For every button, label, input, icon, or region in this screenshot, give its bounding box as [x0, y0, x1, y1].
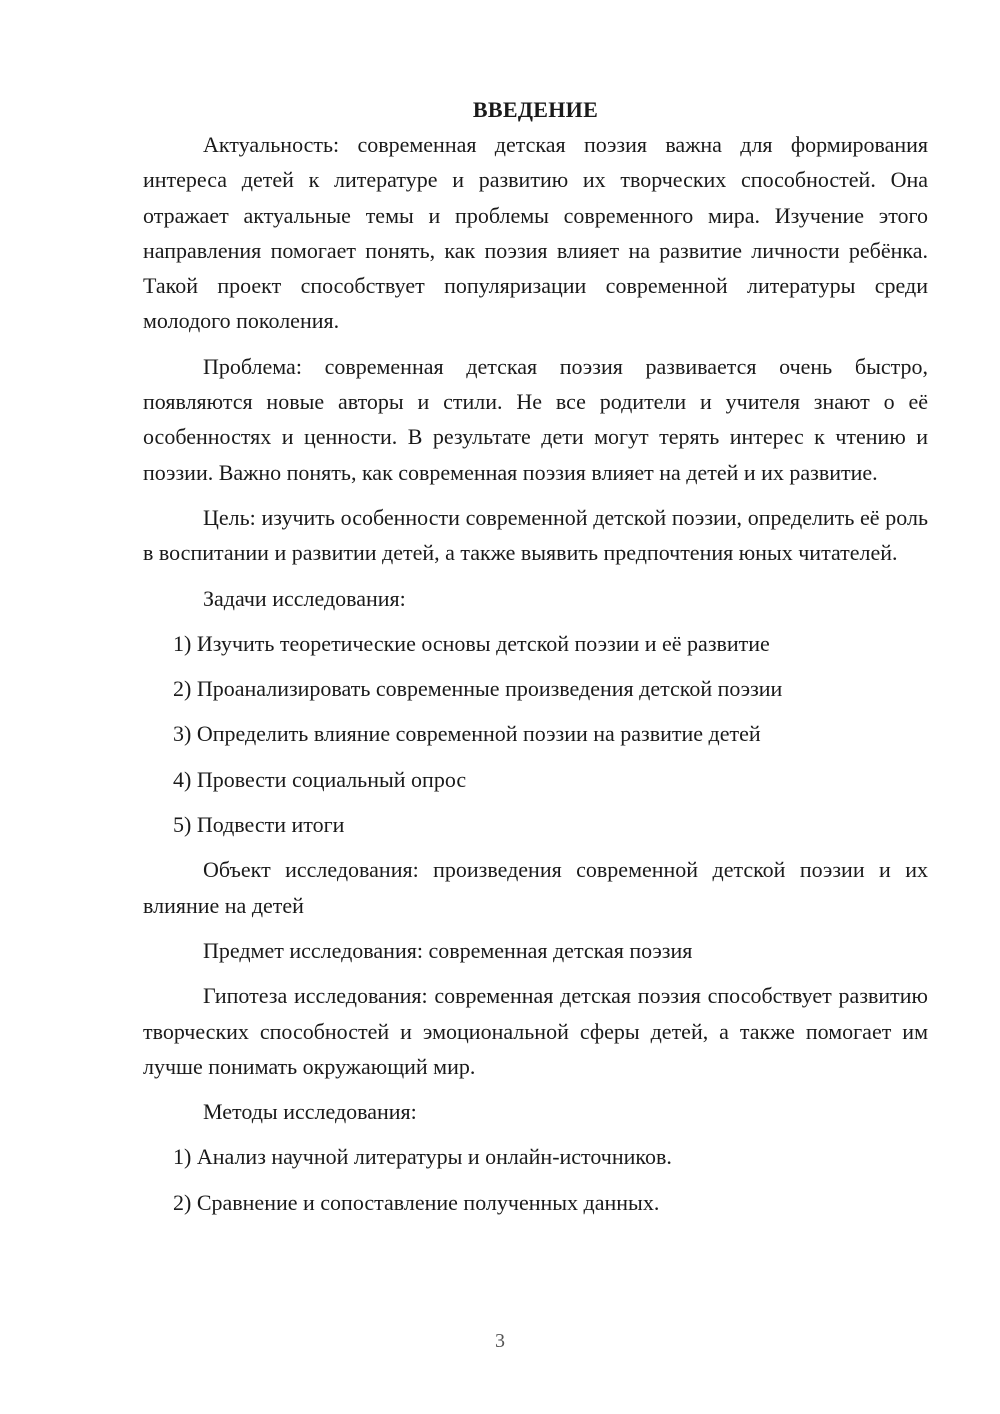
tasks-heading: Задачи исследования:	[203, 585, 406, 611]
document-page	[143, 92, 928, 1230]
goal-paragraph: Цель: изучить особенности современной детской поэзии, определить её роль в воспитании и развитии детей, а также выявить предпочтения юных читателей.	[143, 504, 928, 566]
subject-paragraph: Предмет исследования: современная детская поэзия	[203, 937, 693, 963]
task-item: 5) Подвести итоги	[173, 812, 345, 838]
methods-heading: Методы исследования:	[203, 1099, 417, 1125]
method-item: 1) Анализ научной литературы и онлайн-источников.	[173, 1144, 672, 1170]
problem-paragraph: Проблема: современная детская поэзия развивается очень быстро, появляются новые авторы и стили. Не все родители и учителя знают о её особенностях и ценности. В результате дети могут терять интерес к чтению и поэзии. Важно понять, как современная поэзия влияет на детей и их развитие.	[143, 353, 928, 485]
page-number: 3	[495, 1330, 505, 1352]
hypothesis-paragraph: Гипотеза исследования: современная детская поэзия способствует развитию творческих способностей и эмоциональной сферы детей, а также помогает им лучше понимать окружающий мир.	[143, 983, 928, 1079]
object-paragraph: Объект исследования: произведения современной детской поэзии и их влияние на детей	[143, 857, 928, 918]
method-item: 2) Сравнение и сопоставление полученных данных.	[173, 1189, 660, 1215]
task-item: 2) Проанализировать современные произведения детской поэзии	[173, 676, 783, 702]
task-item: 3) Определить влияние современной поэзии на развитие детей	[173, 721, 761, 747]
section-title: ВВЕДЕНИЕ	[472, 97, 599, 122]
task-item: 1) Изучить теоретические основы детской поэзии и её развитие	[173, 630, 770, 656]
task-item: 4) Провести социальный опрос	[173, 766, 467, 792]
relevance-paragraph: Актуальность: современная детская поэзия важна для формирования интереса детей к литературе и развитию их творческих способностей. Она отражает актуальные темы и проблемы современного мира. Изучение этого направления помогает понять, как поэзия влияет на развитие личности ребёнка. Такой проект способствует популяризации современной литературы среди молодого поколения.	[143, 132, 928, 334]
